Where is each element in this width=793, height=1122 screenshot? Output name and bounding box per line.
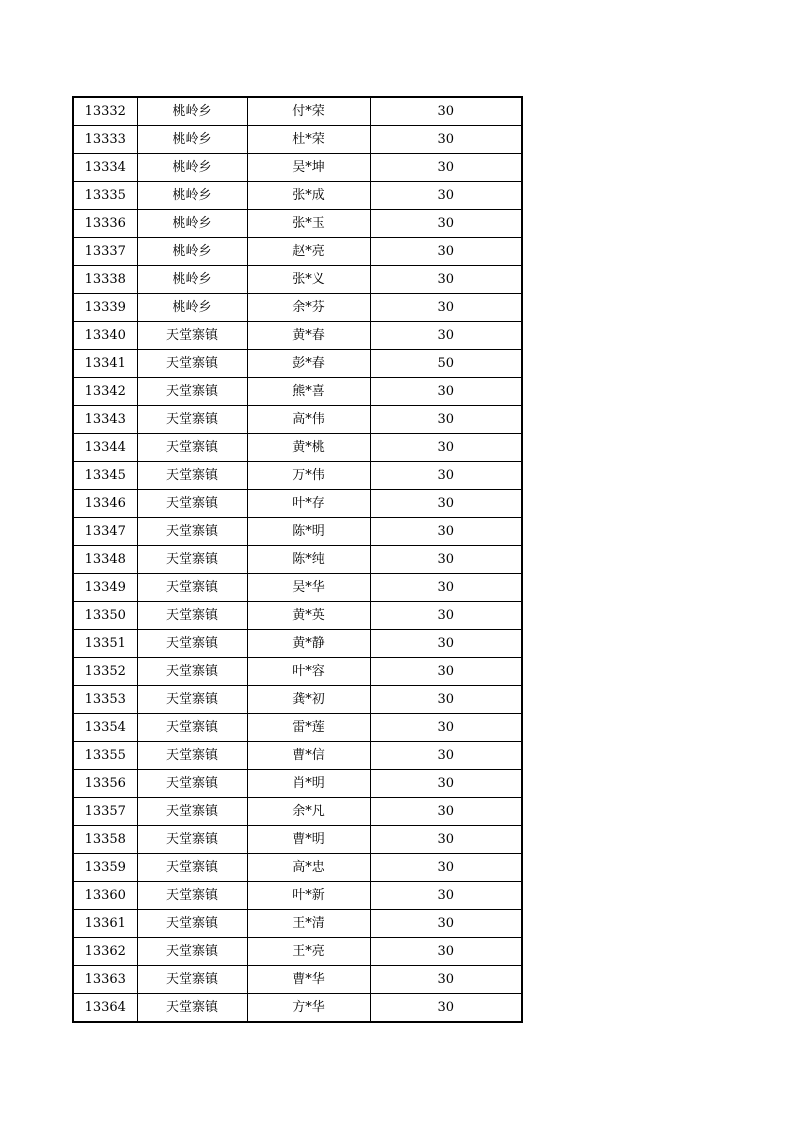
row-name-cell: 黄*桃 bbox=[247, 434, 370, 462]
table-row bbox=[73, 602, 522, 630]
table-row bbox=[73, 294, 522, 322]
row-id-cell: 13343 bbox=[73, 406, 137, 434]
row-amount-cell: 30 bbox=[370, 546, 522, 574]
table-row bbox=[73, 182, 522, 210]
row-amount-cell: 30 bbox=[370, 154, 522, 182]
row-id-cell: 13354 bbox=[73, 714, 137, 742]
row-name-cell: 杜*荣 bbox=[247, 126, 370, 154]
row-amount-cell: 30 bbox=[370, 854, 522, 882]
row-town-cell: 天堂寨镇 bbox=[137, 686, 247, 714]
row-name-cell: 张*玉 bbox=[247, 210, 370, 238]
row-id-cell: 13356 bbox=[73, 770, 137, 798]
row-town-cell: 天堂寨镇 bbox=[137, 882, 247, 910]
row-town-cell: 天堂寨镇 bbox=[137, 546, 247, 574]
row-name-cell: 叶*容 bbox=[247, 658, 370, 686]
row-town-cell: 天堂寨镇 bbox=[137, 826, 247, 854]
table-row bbox=[73, 378, 522, 406]
row-amount-cell: 30 bbox=[370, 966, 522, 994]
row-amount-cell: 30 bbox=[370, 462, 522, 490]
row-town-cell: 天堂寨镇 bbox=[137, 938, 247, 966]
row-name-cell: 赵*亮 bbox=[247, 238, 370, 266]
row-town-cell: 天堂寨镇 bbox=[137, 658, 247, 686]
table-row bbox=[73, 882, 522, 910]
row-id-cell: 13339 bbox=[73, 294, 137, 322]
row-id-cell: 13363 bbox=[73, 966, 137, 994]
row-amount-cell: 30 bbox=[370, 266, 522, 294]
table-row bbox=[73, 574, 522, 602]
row-id-cell: 13358 bbox=[73, 826, 137, 854]
row-id-cell: 13342 bbox=[73, 378, 137, 406]
row-town-cell: 天堂寨镇 bbox=[137, 854, 247, 882]
row-town-cell: 天堂寨镇 bbox=[137, 602, 247, 630]
row-amount-cell: 30 bbox=[370, 182, 522, 210]
row-id-cell: 13351 bbox=[73, 630, 137, 658]
row-id-cell: 13336 bbox=[73, 210, 137, 238]
row-town-cell: 天堂寨镇 bbox=[137, 574, 247, 602]
row-id-cell: 13350 bbox=[73, 602, 137, 630]
row-name-cell: 王*清 bbox=[247, 910, 370, 938]
row-amount-cell: 30 bbox=[370, 826, 522, 854]
row-amount-cell: 30 bbox=[370, 518, 522, 546]
row-id-cell: 13360 bbox=[73, 882, 137, 910]
row-town-cell: 桃岭乡 bbox=[137, 266, 247, 294]
row-town-cell: 桃岭乡 bbox=[137, 182, 247, 210]
row-town-cell: 天堂寨镇 bbox=[137, 490, 247, 518]
row-town-cell: 天堂寨镇 bbox=[137, 462, 247, 490]
table-row bbox=[73, 350, 522, 378]
row-town-cell: 天堂寨镇 bbox=[137, 714, 247, 742]
row-id-cell: 13335 bbox=[73, 182, 137, 210]
row-name-cell: 叶*新 bbox=[247, 882, 370, 910]
table-row bbox=[73, 154, 522, 182]
row-amount-cell: 30 bbox=[370, 742, 522, 770]
table-row bbox=[73, 742, 522, 770]
table-row bbox=[73, 910, 522, 938]
table-row bbox=[73, 826, 522, 854]
row-id-cell: 13364 bbox=[73, 994, 137, 1023]
table-row bbox=[73, 126, 522, 154]
row-amount-cell: 30 bbox=[370, 97, 522, 126]
row-id-cell: 13349 bbox=[73, 574, 137, 602]
row-id-cell: 13362 bbox=[73, 938, 137, 966]
table-row bbox=[73, 266, 522, 294]
row-name-cell: 余*凡 bbox=[247, 798, 370, 826]
table-row bbox=[73, 97, 522, 126]
row-id-cell: 13352 bbox=[73, 658, 137, 686]
row-amount-cell: 30 bbox=[370, 714, 522, 742]
row-name-cell: 付*荣 bbox=[247, 97, 370, 126]
row-town-cell: 桃岭乡 bbox=[137, 126, 247, 154]
row-name-cell: 万*伟 bbox=[247, 462, 370, 490]
row-id-cell: 13355 bbox=[73, 742, 137, 770]
row-name-cell: 雷*莲 bbox=[247, 714, 370, 742]
row-amount-cell: 30 bbox=[370, 686, 522, 714]
table-row bbox=[73, 630, 522, 658]
row-town-cell: 桃岭乡 bbox=[137, 294, 247, 322]
row-id-cell: 13357 bbox=[73, 798, 137, 826]
row-id-cell: 13332 bbox=[73, 97, 137, 126]
row-town-cell: 天堂寨镇 bbox=[137, 910, 247, 938]
row-name-cell: 黄*英 bbox=[247, 602, 370, 630]
table-body bbox=[73, 97, 522, 1022]
row-amount-cell: 30 bbox=[370, 798, 522, 826]
row-amount-cell: 30 bbox=[370, 210, 522, 238]
row-town-cell: 桃岭乡 bbox=[137, 210, 247, 238]
row-town-cell: 天堂寨镇 bbox=[137, 518, 247, 546]
row-id-cell: 13340 bbox=[73, 322, 137, 350]
row-amount-cell: 30 bbox=[370, 938, 522, 966]
row-name-cell: 余*芬 bbox=[247, 294, 370, 322]
row-name-cell: 龚*初 bbox=[247, 686, 370, 714]
row-town-cell: 天堂寨镇 bbox=[137, 742, 247, 770]
row-name-cell: 吴*华 bbox=[247, 574, 370, 602]
row-town-cell: 桃岭乡 bbox=[137, 97, 247, 126]
table-row bbox=[73, 434, 522, 462]
row-name-cell: 叶*存 bbox=[247, 490, 370, 518]
row-name-cell: 张*义 bbox=[247, 266, 370, 294]
row-id-cell: 13334 bbox=[73, 154, 137, 182]
row-town-cell: 天堂寨镇 bbox=[137, 406, 247, 434]
row-town-cell: 桃岭乡 bbox=[137, 154, 247, 182]
row-id-cell: 13338 bbox=[73, 266, 137, 294]
row-amount-cell: 30 bbox=[370, 238, 522, 266]
row-id-cell: 13345 bbox=[73, 462, 137, 490]
row-name-cell: 黄*春 bbox=[247, 322, 370, 350]
row-name-cell: 方*华 bbox=[247, 994, 370, 1023]
row-id-cell: 13337 bbox=[73, 238, 137, 266]
row-town-cell: 天堂寨镇 bbox=[137, 630, 247, 658]
row-name-cell: 王*亮 bbox=[247, 938, 370, 966]
table-row bbox=[73, 798, 522, 826]
row-town-cell: 天堂寨镇 bbox=[137, 434, 247, 462]
table-row bbox=[73, 406, 522, 434]
row-amount-cell: 30 bbox=[370, 770, 522, 798]
row-town-cell: 天堂寨镇 bbox=[137, 994, 247, 1023]
row-town-cell: 天堂寨镇 bbox=[137, 322, 247, 350]
row-id-cell: 13347 bbox=[73, 518, 137, 546]
row-amount-cell: 30 bbox=[370, 882, 522, 910]
row-amount-cell: 30 bbox=[370, 434, 522, 462]
row-name-cell: 曹*信 bbox=[247, 742, 370, 770]
row-id-cell: 13346 bbox=[73, 490, 137, 518]
row-amount-cell: 30 bbox=[370, 322, 522, 350]
table-row bbox=[73, 490, 522, 518]
table-row bbox=[73, 210, 522, 238]
table-row bbox=[73, 966, 522, 994]
table-row bbox=[73, 546, 522, 574]
table-row bbox=[73, 462, 522, 490]
row-town-cell: 天堂寨镇 bbox=[137, 378, 247, 406]
row-amount-cell: 30 bbox=[370, 910, 522, 938]
row-town-cell: 天堂寨镇 bbox=[137, 966, 247, 994]
row-name-cell: 高*伟 bbox=[247, 406, 370, 434]
row-id-cell: 13333 bbox=[73, 126, 137, 154]
row-name-cell: 肖*明 bbox=[247, 770, 370, 798]
row-name-cell: 陈*明 bbox=[247, 518, 370, 546]
row-name-cell: 熊*喜 bbox=[247, 378, 370, 406]
data-table bbox=[72, 96, 523, 1023]
row-amount-cell: 30 bbox=[370, 406, 522, 434]
row-name-cell: 吴*坤 bbox=[247, 154, 370, 182]
row-id-cell: 13344 bbox=[73, 434, 137, 462]
table-row bbox=[73, 714, 522, 742]
row-id-cell: 13361 bbox=[73, 910, 137, 938]
row-amount-cell: 50 bbox=[370, 350, 522, 378]
row-amount-cell: 30 bbox=[370, 378, 522, 406]
row-name-cell: 曹*华 bbox=[247, 966, 370, 994]
row-id-cell: 13341 bbox=[73, 350, 137, 378]
row-town-cell: 桃岭乡 bbox=[137, 238, 247, 266]
row-amount-cell: 30 bbox=[370, 126, 522, 154]
row-amount-cell: 30 bbox=[370, 994, 522, 1023]
row-name-cell: 张*成 bbox=[247, 182, 370, 210]
row-amount-cell: 30 bbox=[370, 658, 522, 686]
row-name-cell: 高*忠 bbox=[247, 854, 370, 882]
table-row bbox=[73, 686, 522, 714]
row-id-cell: 13353 bbox=[73, 686, 137, 714]
row-town-cell: 天堂寨镇 bbox=[137, 798, 247, 826]
row-name-cell: 陈*纯 bbox=[247, 546, 370, 574]
table-row bbox=[73, 238, 522, 266]
table-row bbox=[73, 322, 522, 350]
row-amount-cell: 30 bbox=[370, 602, 522, 630]
table-row bbox=[73, 770, 522, 798]
row-amount-cell: 30 bbox=[370, 630, 522, 658]
row-town-cell: 天堂寨镇 bbox=[137, 770, 247, 798]
row-name-cell: 黄*静 bbox=[247, 630, 370, 658]
row-name-cell: 彭*春 bbox=[247, 350, 370, 378]
table-row bbox=[73, 938, 522, 966]
table-row bbox=[73, 518, 522, 546]
row-name-cell: 曹*明 bbox=[247, 826, 370, 854]
row-town-cell: 天堂寨镇 bbox=[137, 350, 247, 378]
table-row bbox=[73, 994, 522, 1023]
row-amount-cell: 30 bbox=[370, 294, 522, 322]
row-amount-cell: 30 bbox=[370, 490, 522, 518]
row-id-cell: 13348 bbox=[73, 546, 137, 574]
row-id-cell: 13359 bbox=[73, 854, 137, 882]
table-row bbox=[73, 854, 522, 882]
table-row bbox=[73, 658, 522, 686]
row-amount-cell: 30 bbox=[370, 574, 522, 602]
